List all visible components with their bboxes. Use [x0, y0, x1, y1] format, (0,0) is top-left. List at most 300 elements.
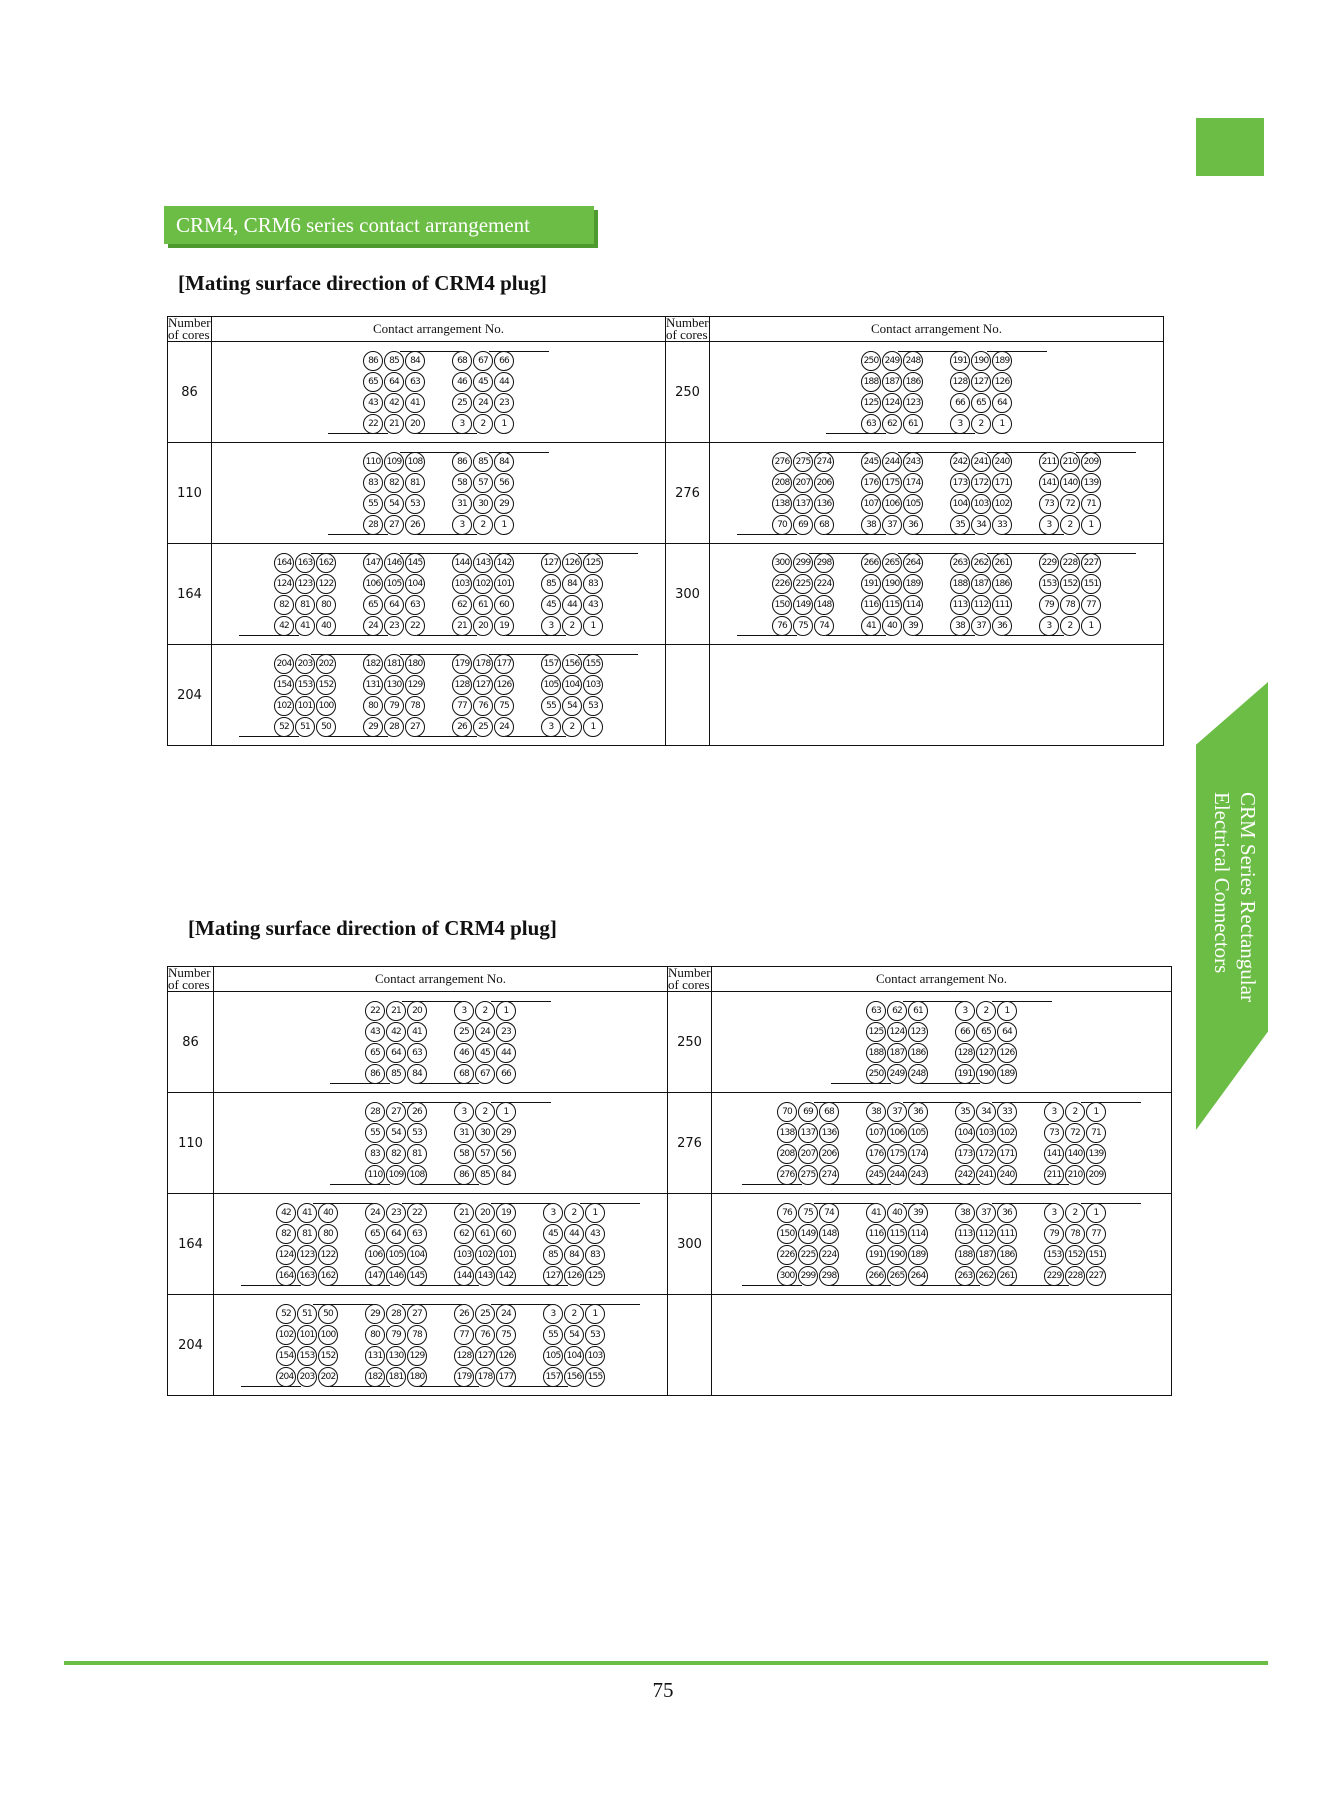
contact-row — [950, 393, 1013, 413]
contact-pin: 124 — [887, 1022, 907, 1042]
contact-pin: 191 — [866, 1245, 886, 1265]
contact-pin: 188 — [955, 1245, 975, 1265]
side-label-line2: Electrical Connectors — [1210, 792, 1234, 974]
contact-pin: 163 — [297, 1266, 317, 1286]
contact-pin: 250 — [861, 351, 881, 371]
contact-row — [274, 595, 337, 615]
contact-pin: 29 — [365, 1304, 385, 1324]
contact-pin: 78 — [1065, 1224, 1085, 1244]
contact-pin: 1 — [585, 1304, 605, 1324]
footer-divider — [64, 1661, 1268, 1665]
contact-pin: 55 — [541, 696, 561, 716]
contact-pin: 125 — [866, 1022, 886, 1042]
contact-row — [363, 351, 426, 371]
contact-pin: 25 — [473, 717, 493, 737]
contact-pin: 156 — [564, 1367, 584, 1387]
contact-pin: 82 — [276, 1224, 296, 1244]
contact-row — [276, 1203, 339, 1223]
contact-pin: 129 — [405, 675, 425, 695]
contact-pin: 21 — [454, 1203, 474, 1223]
contact-pin: 228 — [1065, 1266, 1085, 1286]
contact-pin: 63 — [861, 414, 881, 434]
contact-pin: 126 — [564, 1266, 584, 1286]
contact-pin: 210 — [1060, 452, 1080, 472]
contact-pin: 104 — [407, 1245, 427, 1265]
contact-row — [772, 595, 835, 615]
contact-row — [777, 1245, 840, 1265]
group-rule — [239, 736, 299, 737]
contact-pin: 84 — [564, 1245, 584, 1265]
contact-row — [365, 1043, 428, 1063]
contact-pin: 172 — [976, 1144, 996, 1164]
core-count: 86 — [168, 342, 212, 443]
contact-row — [866, 1102, 929, 1122]
group-rule — [330, 1184, 390, 1185]
contact-pin: 67 — [475, 1064, 495, 1084]
core-count: 110 — [168, 1093, 214, 1194]
contact-pin: 83 — [583, 574, 603, 594]
contact-pin: 84 — [405, 351, 425, 371]
side-label-line1: CRM Series Rectangular — [1236, 792, 1260, 1002]
contact-pin: 41 — [295, 616, 315, 636]
contact-pin: 57 — [475, 1144, 495, 1164]
contact-row — [454, 1001, 517, 1021]
contact-pin: 51 — [297, 1304, 317, 1324]
contact-pin: 106 — [887, 1123, 907, 1143]
contact-row — [452, 351, 515, 371]
contact-pin: 86 — [452, 452, 472, 472]
contact-pin: 80 — [365, 1325, 385, 1345]
contact-pin: 127 — [976, 1043, 996, 1063]
group-rule — [417, 635, 477, 636]
contact-group — [365, 1001, 428, 1084]
contact-row — [1044, 1266, 1107, 1286]
contact-pin: 80 — [363, 696, 383, 716]
contact-groups — [712, 1093, 1171, 1193]
contact-pin: 35 — [950, 515, 970, 535]
contact-row — [1044, 1102, 1107, 1122]
contact-row — [363, 473, 426, 493]
group-rule — [417, 736, 477, 737]
contact-pin: 173 — [950, 473, 970, 493]
contact-pin: 53 — [405, 494, 425, 514]
contact-pin: 45 — [473, 372, 493, 392]
contact-row — [772, 473, 835, 493]
contact-row — [365, 1064, 428, 1084]
contact-pin: 248 — [908, 1064, 928, 1084]
contact-pin: 173 — [955, 1144, 975, 1164]
contact-pin: 265 — [882, 553, 902, 573]
contact-pin: 155 — [583, 654, 603, 674]
contact-group — [454, 1001, 517, 1084]
group-rule — [328, 736, 388, 737]
contact-pin: 264 — [903, 553, 923, 573]
contact-pin: 125 — [861, 393, 881, 413]
table1-header-cores-left: Number of cores — [168, 316, 211, 342]
contact-pin: 180 — [407, 1367, 427, 1387]
contact-group — [276, 1304, 339, 1387]
group-rule — [1076, 553, 1136, 554]
contact-groups — [710, 342, 1163, 442]
contact-row — [363, 696, 426, 716]
contact-pin: 105 — [543, 1346, 563, 1366]
contact-row — [861, 393, 924, 413]
group-rule — [987, 351, 1047, 352]
contact-groups — [710, 544, 1163, 644]
core-count: 164 — [168, 544, 212, 645]
contact-pin: 43 — [365, 1022, 385, 1042]
contact-pin: 229 — [1044, 1266, 1064, 1286]
contact-pin: 178 — [475, 1367, 495, 1387]
contact-pin: 72 — [1060, 494, 1080, 514]
contact-pin: 177 — [494, 654, 514, 674]
contact-pin: 171 — [992, 473, 1012, 493]
contact-pin: 1 — [494, 414, 514, 434]
contact-pin: 68 — [814, 515, 834, 535]
contact-pin: 102 — [992, 494, 1012, 514]
contact-pin: 69 — [798, 1102, 818, 1122]
contact-pin: 26 — [454, 1304, 474, 1324]
group-rule — [920, 1083, 980, 1084]
contact-pin: 229 — [1039, 553, 1059, 573]
contact-pin: 3 — [454, 1001, 474, 1021]
contact-row — [955, 1064, 1018, 1084]
contact-pin: 128 — [950, 372, 970, 392]
contact-pin: 127 — [541, 553, 561, 573]
contact-pin: 190 — [971, 351, 991, 371]
contact-pin: 3 — [950, 414, 970, 434]
contact-pin: 110 — [363, 452, 383, 472]
contact-row — [866, 1001, 929, 1021]
contact-pin: 261 — [997, 1266, 1017, 1286]
contact-pin: 1 — [494, 515, 514, 535]
contact-pin: 22 — [407, 1203, 427, 1223]
contact-row — [1044, 1123, 1107, 1143]
contact-pin: 36 — [903, 515, 923, 535]
contact-pin: 63 — [405, 372, 425, 392]
contact-group — [452, 553, 515, 636]
contact-pin: 140 — [1060, 473, 1080, 493]
contact-group — [950, 452, 1013, 535]
contact-group — [543, 1304, 606, 1387]
contact-pin: 24 — [494, 717, 514, 737]
contact-pin: 249 — [882, 351, 902, 371]
contact-pin: 115 — [882, 595, 902, 615]
group-rule — [920, 1285, 980, 1286]
contact-pin: 23 — [494, 393, 514, 413]
contact-row — [866, 1064, 929, 1084]
contact-row — [866, 1203, 929, 1223]
contact-pin: 61 — [903, 414, 923, 434]
contact-row — [363, 515, 426, 535]
contact-row — [365, 1203, 428, 1223]
contact-pin: 76 — [777, 1203, 797, 1223]
contact-pin: 46 — [454, 1043, 474, 1063]
group-rule — [328, 635, 388, 636]
empty-cell — [710, 645, 1164, 746]
contact-row — [541, 553, 604, 573]
contact-row — [772, 616, 835, 636]
table1-header-arrangement-left: Contact arrangement No. — [212, 317, 666, 342]
contact-pin: 103 — [971, 494, 991, 514]
contact-pin: 2 — [473, 414, 493, 434]
contact-row — [1044, 1144, 1107, 1164]
contact-pin: 130 — [386, 1346, 406, 1366]
contact-row — [452, 654, 515, 674]
contact-pin: 85 — [386, 1064, 406, 1084]
contact-row — [1044, 1224, 1107, 1244]
arrangement-cell — [212, 645, 666, 746]
contact-pin: 110 — [365, 1165, 385, 1185]
contact-row — [866, 1245, 929, 1265]
contact-pin: 108 — [407, 1165, 427, 1185]
contact-pin: 37 — [882, 515, 902, 535]
contact-pin: 109 — [386, 1165, 406, 1185]
contact-row — [543, 1367, 606, 1387]
contact-pin: 187 — [971, 574, 991, 594]
contact-pin: 264 — [908, 1266, 928, 1286]
contact-row — [861, 351, 924, 371]
core-count: 276 — [668, 1093, 712, 1194]
contact-pin: 37 — [887, 1102, 907, 1122]
contact-pin: 45 — [543, 1224, 563, 1244]
contact-row — [861, 494, 924, 514]
contact-groups — [710, 443, 1163, 543]
group-rule — [826, 534, 886, 535]
core-count: 204 — [168, 1295, 214, 1396]
contact-row — [861, 515, 924, 535]
contact-pin: 3 — [452, 414, 472, 434]
group-rule — [915, 534, 975, 535]
contact-pin: 85 — [475, 1165, 495, 1185]
group-rule — [1081, 1102, 1141, 1103]
contact-pin: 228 — [1060, 553, 1080, 573]
contact-pin: 263 — [955, 1266, 975, 1286]
contact-pin: 224 — [819, 1245, 839, 1265]
contact-row — [950, 494, 1013, 514]
contact-pin: 152 — [1065, 1245, 1085, 1265]
contact-pin: 153 — [295, 675, 315, 695]
contact-pin: 62 — [882, 414, 902, 434]
contact-pin: 53 — [407, 1123, 427, 1143]
group-rule — [826, 635, 886, 636]
contact-pin: 105 — [541, 675, 561, 695]
contact-pin: 112 — [976, 1224, 996, 1244]
contact-row — [454, 1165, 517, 1185]
contact-row — [276, 1266, 339, 1286]
contact-pin: 27 — [407, 1304, 427, 1324]
contact-pin: 82 — [384, 473, 404, 493]
contact-pin: 147 — [363, 553, 383, 573]
contact-row — [955, 1224, 1018, 1244]
contact-pin: 130 — [384, 675, 404, 695]
contact-pin: 76 — [473, 696, 493, 716]
contact-pin: 28 — [384, 717, 404, 737]
contact-pin: 76 — [475, 1325, 495, 1345]
contact-pin: 240 — [992, 452, 1012, 472]
contact-pin: 30 — [475, 1123, 495, 1143]
contact-pin: 242 — [950, 452, 970, 472]
contact-row — [363, 372, 426, 392]
contact-group — [950, 351, 1013, 434]
contact-row — [276, 1224, 339, 1244]
contact-pin: 41 — [866, 1203, 886, 1223]
contact-pin: 154 — [274, 675, 294, 695]
contact-groups — [214, 1194, 667, 1294]
contact-row — [866, 1144, 929, 1164]
contact-group — [363, 654, 426, 737]
contact-pin: 114 — [908, 1224, 928, 1244]
contact-pin: 43 — [583, 595, 603, 615]
contact-pin: 37 — [971, 616, 991, 636]
contact-pin: 190 — [976, 1064, 996, 1084]
contact-row — [365, 1367, 428, 1387]
contact-pin: 265 — [887, 1266, 907, 1286]
contact-pin: 3 — [1044, 1203, 1064, 1223]
contact-pin: 103 — [452, 574, 472, 594]
group-rule — [491, 1102, 551, 1103]
group-rule — [491, 1001, 551, 1002]
contact-row — [541, 675, 604, 695]
contact-pin: 137 — [798, 1123, 818, 1143]
contact-pin: 51 — [295, 717, 315, 737]
contact-pin: 128 — [454, 1346, 474, 1366]
contact-pin: 242 — [955, 1165, 975, 1185]
contact-group — [541, 553, 604, 636]
contact-pin: 67 — [473, 351, 493, 371]
contact-pin: 27 — [386, 1102, 406, 1122]
contact-pin: 55 — [543, 1325, 563, 1345]
contact-pin: 125 — [585, 1266, 605, 1286]
group-rule — [1004, 635, 1064, 636]
contact-pin: 104 — [405, 574, 425, 594]
contact-group — [1044, 1102, 1107, 1185]
contact-pin: 76 — [772, 616, 792, 636]
contact-pin: 156 — [562, 654, 582, 674]
contact-pin: 64 — [992, 393, 1012, 413]
arrangement-cell — [212, 544, 666, 645]
contact-pin: 299 — [798, 1266, 818, 1286]
contact-row — [365, 1102, 428, 1122]
contact-pin: 2 — [564, 1304, 584, 1324]
contact-pin: 245 — [866, 1165, 886, 1185]
group-rule — [489, 351, 549, 352]
contact-pin: 136 — [814, 494, 834, 514]
core-count: 110 — [168, 443, 212, 544]
contact-group — [861, 351, 924, 434]
contact-pin: 3 — [1039, 616, 1059, 636]
table-row — [168, 1194, 1172, 1295]
group-rule — [737, 635, 797, 636]
contact-pin: 249 — [887, 1064, 907, 1084]
contact-group — [1039, 553, 1102, 636]
core-count: 250 — [666, 342, 710, 443]
contact-row — [452, 393, 515, 413]
contact-pin: 34 — [971, 515, 991, 535]
group-rule — [419, 1285, 479, 1286]
contact-pin: 78 — [405, 696, 425, 716]
contact-pin: 44 — [564, 1224, 584, 1244]
contact-pin: 225 — [793, 574, 813, 594]
contact-row — [454, 1367, 517, 1387]
contact-row — [365, 1022, 428, 1042]
contact-pin: 22 — [365, 1001, 385, 1021]
contact-pin: 114 — [903, 595, 923, 615]
group-rule — [241, 1285, 301, 1286]
contact-pin: 62 — [887, 1001, 907, 1021]
contact-pin: 178 — [473, 654, 493, 674]
contact-pin: 60 — [494, 595, 514, 615]
corner-color-tab — [1196, 118, 1264, 176]
contact-pin: 182 — [365, 1367, 385, 1387]
contact-pin: 33 — [992, 515, 1012, 535]
contact-row — [1039, 494, 1102, 514]
contact-pin: 25 — [452, 393, 472, 413]
contact-pin: 63 — [407, 1224, 427, 1244]
contact-pin: 155 — [585, 1367, 605, 1387]
contact-pin: 154 — [276, 1346, 296, 1366]
contact-pin: 75 — [798, 1203, 818, 1223]
contact-pin: 84 — [494, 452, 514, 472]
contact-row — [452, 515, 515, 535]
contact-pin: 42 — [274, 616, 294, 636]
contact-row — [452, 494, 515, 514]
contact-pin: 104 — [950, 494, 970, 514]
contact-row — [955, 1144, 1018, 1164]
contact-pin: 243 — [908, 1165, 928, 1185]
contact-pin: 31 — [454, 1123, 474, 1143]
contact-pin: 65 — [971, 393, 991, 413]
contact-pin: 64 — [386, 1043, 406, 1063]
contact-row — [276, 1325, 339, 1345]
contact-pin: 137 — [793, 494, 813, 514]
contact-pin: 136 — [819, 1123, 839, 1143]
contact-pin: 64 — [384, 595, 404, 615]
contact-pin: 70 — [777, 1102, 797, 1122]
arrangement-cell — [710, 342, 1164, 443]
contact-pin: 2 — [1065, 1102, 1085, 1122]
contact-pin: 144 — [454, 1266, 474, 1286]
contact-pin: 34 — [976, 1102, 996, 1122]
group-rule — [578, 553, 638, 554]
contact-row — [454, 1043, 517, 1063]
contact-row — [365, 1165, 428, 1185]
contact-pin: 24 — [365, 1203, 385, 1223]
contact-pin: 77 — [1086, 1224, 1106, 1244]
contact-group — [950, 553, 1013, 636]
contact-pin: 189 — [997, 1064, 1017, 1084]
contact-groups — [712, 1194, 1171, 1294]
contact-row — [454, 1022, 517, 1042]
contact-pin: 66 — [950, 393, 970, 413]
contact-pin: 56 — [496, 1144, 516, 1164]
contact-pin: 3 — [543, 1203, 563, 1223]
contact-pin: 244 — [887, 1165, 907, 1185]
contact-pin: 181 — [384, 654, 404, 674]
contact-pin: 207 — [798, 1144, 818, 1164]
contact-pin: 71 — [1086, 1123, 1106, 1143]
contact-pin: 101 — [297, 1325, 317, 1345]
contact-row — [365, 1266, 428, 1286]
contact-pin: 146 — [386, 1266, 406, 1286]
contact-pin: 84 — [562, 574, 582, 594]
table-row — [168, 342, 1164, 443]
contact-pin: 153 — [297, 1346, 317, 1366]
contact-row — [365, 1245, 428, 1265]
contact-pin: 83 — [585, 1245, 605, 1265]
contact-pin: 65 — [976, 1022, 996, 1042]
contact-row — [363, 616, 426, 636]
